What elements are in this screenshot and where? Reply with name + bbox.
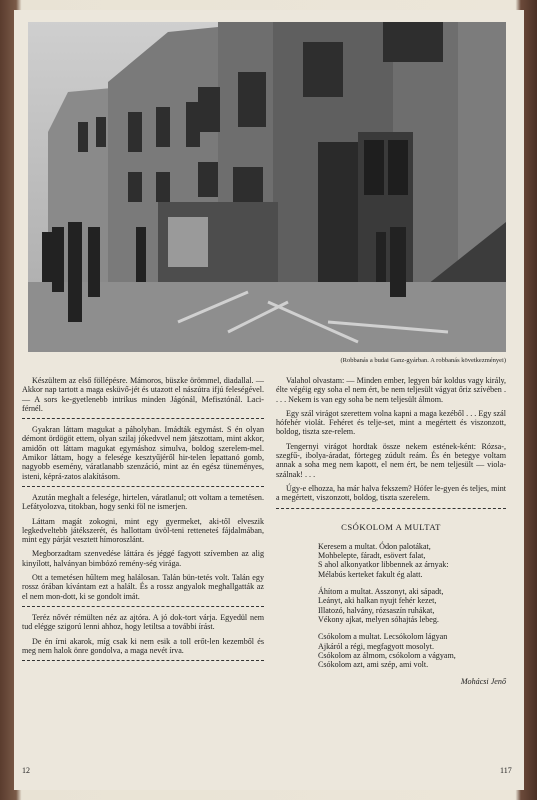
poem-line: Mohbelepte, fáradt, esövert falat, [318, 551, 426, 561]
dashed-divider [22, 660, 264, 661]
paragraph: De én írni akarok, míg csak ki nem esik a toll erőt-len kezemből és meg nem halok önre gondolva, a maga nevét írva. [22, 636, 264, 655]
poem-line: Mélabús kerteket fakult ég alatt. [318, 569, 423, 579]
poem-line: Vékony ajkat, melyen sóhajtás lebeg. [318, 614, 439, 624]
photo-caption: (Robbanás a budai Ganz-gyárban. A robbanás következményei) [340, 357, 506, 364]
poem-line: Csókolom a multat. Lecsókolom lágyan [318, 632, 448, 642]
poem-line: Csókolom azt, ami szép, ami volt. [318, 660, 429, 670]
paragraph: Tengernyi virágot hordtak össze nekem estének-ként: Rózsa-, szegfű-, ibolya-áradat, förtegeg zúdult reám. És én betegye voltam annak a soha meg nem kapott, el nem ért, be nem teljesült — viola-szálnak! . . . [276, 441, 506, 479]
paragraph: Ott a temetésen hűltem meg halálosan. Talán bün-tetés volt. Talán egy rossz órában kívántam ezt a halált. És a rossz angyalok meghallgatták az el nem mon-dott, ki se gondolt imát. [22, 573, 264, 601]
dashed-divider [276, 508, 506, 509]
poem-stanza [318, 632, 506, 669]
paragraph: Megborzadtam szenvedése láttára és jéggé fagyott szívemben az alig kinyílott, halványan bimbózó remény-ség virága. [22, 549, 264, 568]
paragraph: Teréz nővér rémülten néz az ajtóra. A jó dok-tort várja. Egyedül nem tud elégge szigorú lenni ahhoz, hogy letiltsa a további írást. [22, 612, 264, 632]
poem-line: Leányt, aki halkan nyujt fehér kezet, [318, 596, 437, 606]
paragraph: Egy szál virágot szerettem volna kapni a maga kezéből . . . Egy szál hófehér violát. Fehéret és telje-set, mint a megértett és viszonzott, boldog, tiszta sze-relem. [276, 408, 506, 437]
poem-line: Áhítom a multat. Asszonyt, aki sápadt, [318, 587, 444, 597]
poem-line: S ahol alkonyatkor libbennek az árnyak: [318, 560, 449, 570]
dashed-divider [22, 606, 264, 607]
dashed-divider [22, 418, 264, 419]
dashed-divider [22, 486, 264, 487]
poem-line: Csókolom az álmom, csókolom a vágyam, [318, 650, 456, 660]
poem-line: Keresem a multat. Ódon palotákat, [318, 541, 431, 551]
poem-title: CSÓKOLOM A MULTAT [341, 521, 441, 532]
paragraph: Láttam magát zokogni, mint egy gyermeket, aki-től elveszik legkedveltebb játékszerét, és hallottam üvöl-teni retteneteś fájdalmában, mint egy párját vesztett hímoroszlánt. [22, 516, 264, 545]
paragraph: Úgy-e elhozza, ha már halva fekszem? Hófer le-gyen és teljes, mint a megértett, viszonzott, boldog, tiszta szerelem. [276, 483, 506, 503]
paragraph: Gyakran láttam magukat a páholyban. Imádták egymást. S én olyan démont ördögöt ettem, olyan szilaj jókedvvel nem játszottam, mint akkor, amidőn ott láttam magukat egymáshoz simulva, boldog szerelem-mel. Amikor láttam, hogy a felesége kesztyűjéről hir-telen lepattanó gomb, nagyobb esemény, váratlanabb szenzáció, mint az én egész tüneményes, isteni, képrá-zatos alakításom. [22, 425, 264, 481]
left-column [22, 376, 264, 667]
poem-line: Illatozó, halvány, rózsaszín ruhákat, [318, 605, 435, 615]
right-column [276, 376, 506, 687]
paragraph: Valahol olvastam: — Minden ember, legyen bár koldus vagy király, élte végéig egy soha el nem ért, be nem teljesült vágyat őriz szívében . . . . Nekem is van egy soha be nem teljesült álmom. [276, 376, 506, 404]
poem-line: Ajkáról a régi, megfagyott mosolyt. [318, 641, 434, 651]
ganz-factory-photo [28, 22, 506, 352]
paragraph: Azután meghalt a felesége, hirtelen, váratlanul; ott voltam a temetésen. Lefátyolozva, titokban, hogy senki föl ne ismerjen. [22, 492, 264, 512]
paragraph: Készültem az első föllépésre. Mámoros, büszke örömmel, diadallal. — Akkor nap tartott a maga esküvő-jét és utazott el nászútra ifjú feleségével. — A sors ke-gyetlenebb intrikus minden Jágónál, Mefisztónál. Laci-férnél. [22, 376, 264, 413]
poem-author: Mohácsi Jenő [460, 677, 506, 687]
page-number-right: 117 [500, 766, 512, 775]
poem-stanza [318, 542, 506, 579]
page-number-left: 12 [22, 766, 30, 775]
poem-stanza [318, 587, 506, 624]
